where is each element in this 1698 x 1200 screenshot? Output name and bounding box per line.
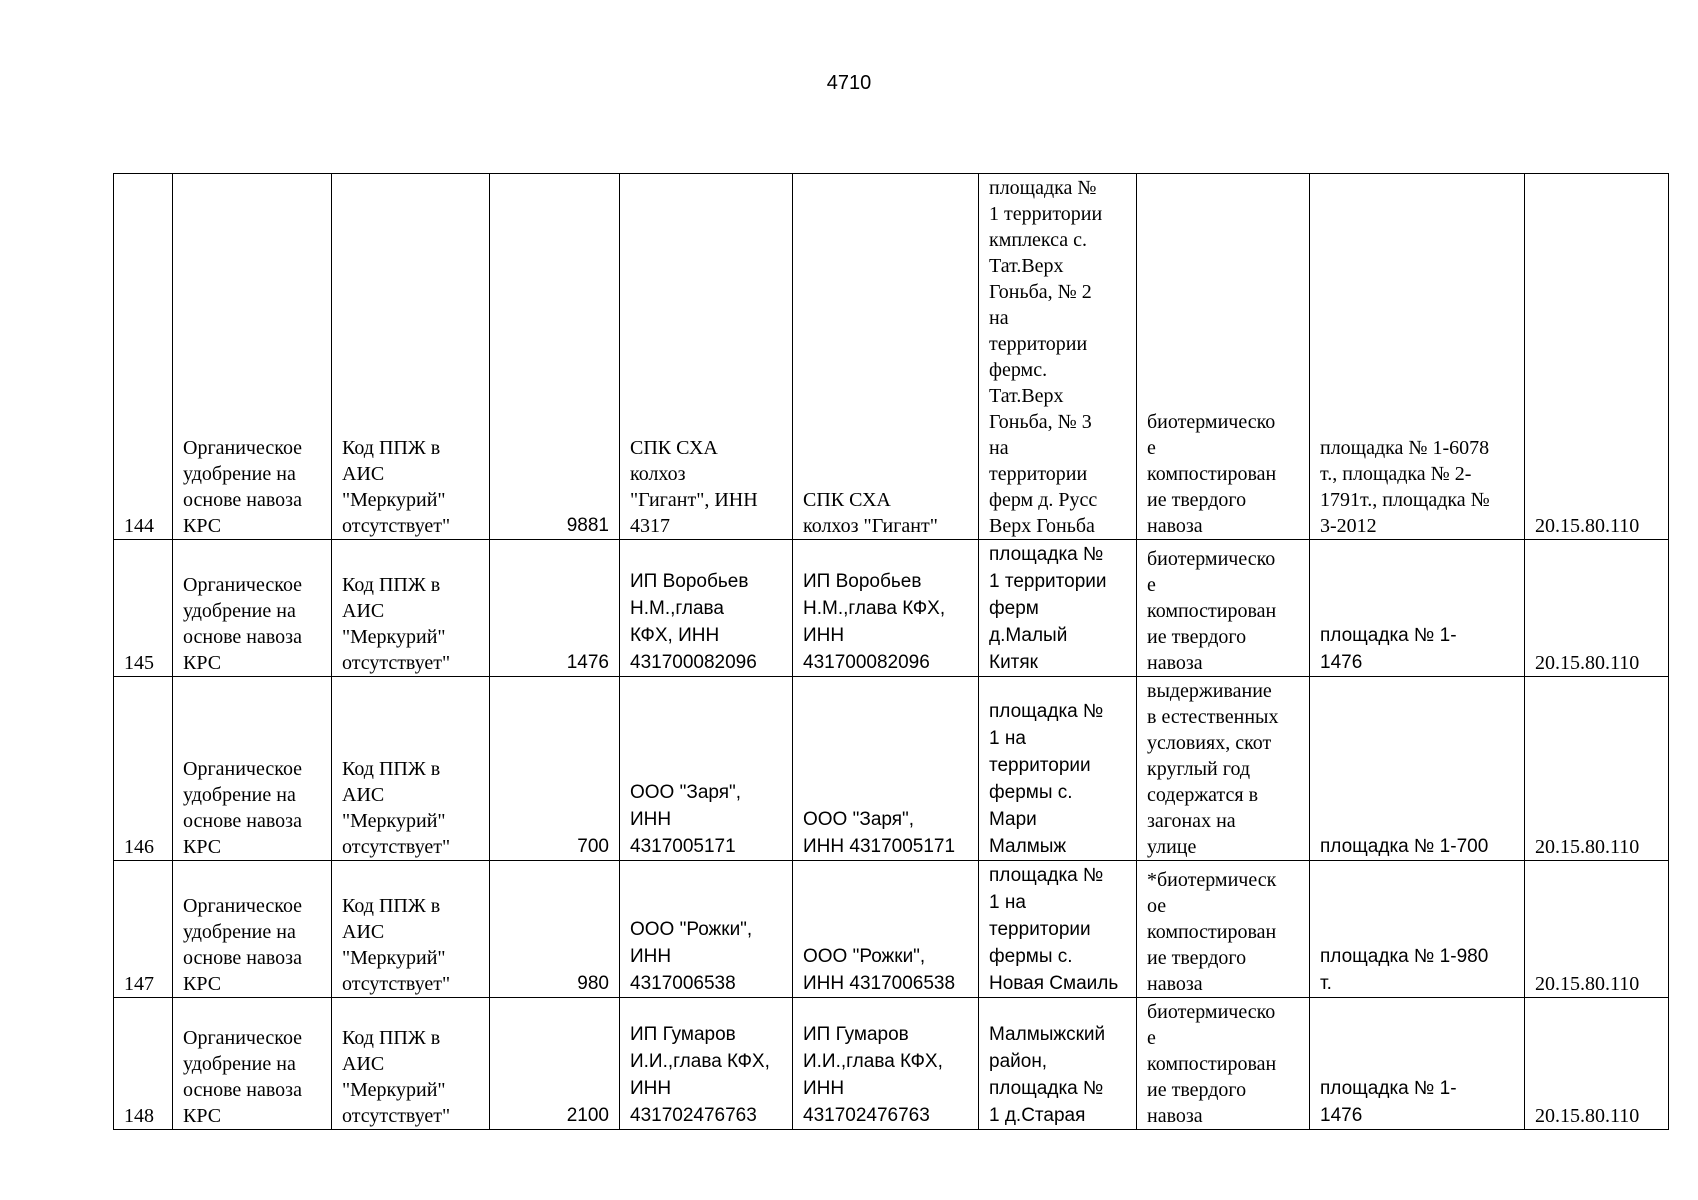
product-name: Органическое удобрение на основе навоза КРС [173,861,332,998]
production-location: площадка № 1 территории кмплекса с. Тат.Верх Гоньба, № 2 на территории фермс. Тат.Верх Гоньба, № 3 на территории ферм д. Русс Верх Гоньба [979,174,1137,540]
production-location: площадка № 1 на территории фермы с. Новая Смаиль [979,861,1137,998]
volume: 700 [490,677,620,861]
volume: 9881 [490,174,620,540]
table-row [114,861,1669,998]
production-method: *биотермическ ое компостирован ие твердого навоза [1137,861,1310,998]
okpd-code: 20.15.80.110 [1525,998,1669,1130]
mercury-code: Код ППЖ в АИС "Меркурий" отсутствует" [332,174,490,540]
table-row [114,174,1669,540]
site-volumes: площадка № 1-980 т. [1310,861,1525,998]
row-number: 146 [114,677,173,861]
mercury-code: Код ППЖ в АИС "Меркурий" отсутствует" [332,998,490,1130]
production-location: площадка № 1 на территории фермы с. Мари Малмыж [979,677,1137,861]
site-volumes: площадка № 1- 1476 [1310,998,1525,1130]
owner: ООО "Заря", ИНН 4317005171 [793,677,979,861]
okpd-code: 20.15.80.110 [1525,677,1669,861]
mercury-code: Код ППЖ в АИС "Меркурий" отсутствует" [332,861,490,998]
production-location: площадка № 1 территории ферм д.Малый Китяк [979,540,1137,677]
okpd-code: 20.15.80.110 [1525,174,1669,540]
owner: ИП Гумаров И.И.,глава КФХ, ИНН 431702476763 [793,998,979,1130]
mercury-code: Код ППЖ в АИС "Меркурий" отсутствует" [332,677,490,861]
product-name: Органическое удобрение на основе навоза КРС [173,998,332,1130]
owner: ИП Воробьев Н.М.,глава КФХ, ИНН 431700082096 [793,540,979,677]
volume: 2100 [490,998,620,1130]
producer: СПК СХА колхоз "Гигант", ИНН 4317 [620,174,793,540]
table-row [114,677,1669,861]
mercury-code: Код ППЖ в АИС "Меркурий" отсутствует" [332,540,490,677]
table-row [114,998,1669,1130]
row-number: 145 [114,540,173,677]
product-name: Органическое удобрение на основе навоза КРС [173,174,332,540]
production-method: биотермическо е компостирован ие твердого навоза [1137,540,1310,677]
page-number: 4710 [826,72,872,94]
producer: ИП Воробьев Н.М.,глава КФХ, ИНН 431700082096 [620,540,793,677]
volume: 1476 [490,540,620,677]
okpd-code: 20.15.80.110 [1525,540,1669,677]
row-number: 148 [114,998,173,1130]
production-method: биотермическо е компостирован ие твердого навоза [1137,998,1310,1130]
production-location: Малмыжский район, площадка № 1 д.Старая [979,998,1137,1130]
site-volumes: площадка № 1-6078 т., площадка № 2- 1791т., площадка № 3-2012 [1310,174,1525,540]
product-name: Органическое удобрение на основе навоза КРС [173,677,332,861]
producer: ООО "Заря", ИНН 4317005171 [620,677,793,861]
producer: ООО "Рожки", ИНН 4317006538 [620,861,793,998]
row-number: 147 [114,861,173,998]
site-volumes: площадка № 1-700 [1310,677,1525,861]
fertilizer-registry-table [113,173,1669,1130]
product-name: Органическое удобрение на основе навоза КРС [173,540,332,677]
production-method: биотермическо е компостирован ие твердого навоза [1137,174,1310,540]
production-method: выдерживание в естественных условиях, скот круглый год содержатся в загонах на улице [1137,677,1310,861]
table-row [114,540,1669,677]
owner: СПК СХА колхоз "Гигант" [793,174,979,540]
row-number: 144 [114,174,173,540]
site-volumes: площадка № 1- 1476 [1310,540,1525,677]
volume: 980 [490,861,620,998]
okpd-code: 20.15.80.110 [1525,861,1669,998]
producer: ИП Гумаров И.И.,глава КФХ, ИНН 431702476763 [620,998,793,1130]
owner: ООО "Рожки", ИНН 4317006538 [793,861,979,998]
